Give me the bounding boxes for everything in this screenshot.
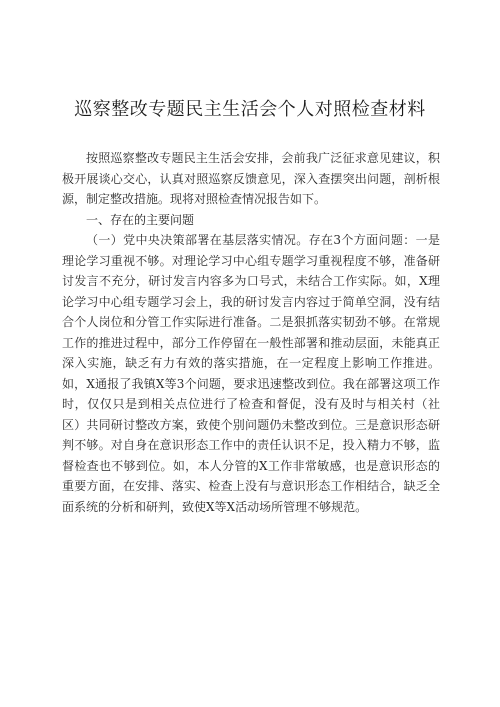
section-heading-main-problems: 一、存在的主要问题	[86, 212, 195, 227]
intro-paragraph: 按照巡察整改专题民主生活会安排，会前我广泛征求意见建议，积极开展谈心交心，认真对照巡察反馈意见，深入查摆突出问题，剖析根源，制定整改措施。现将对照检查情况报告如下。	[62, 151, 440, 206]
document-body	[62, 148, 440, 517]
section-paragraph-problems: （一）党中央决策部署在基层落实情况。存在3个方面问题：一是理论学习重视不够。对理论学习中心组专题学习重视程度不够，准备研讨发言不充分，研讨发言内容多为口号式，未结合工作实际。如，X理论学习中心组专题学习会上，我的研讨发言内容过于简单空洞，没有结合个人岗位和分管工作实际进行准备。二是狠抓落实韧劲不够。在常规工作的推进过程中，部分工作停留在一般性部署和推动层面，未能真正深入实施，缺乏有力有效的落实措施，在一定程度上影响工作推进。如，X通报了我镇X等3个问题，要求迅速整改到位。我在部署这项工作时，仅仅只是到相关点位进行了检查和督促，没有及时与相关村（社区）共同研讨整改方案，致使个别问题仍未整改到位。三是意识形态研判不够。对自身在意识形态工作中的责任认识不足，投入精力不够，监督检查也不够到位。如，本人分管的X工作非常敏感，也是意识形态的重要方面，在安排、落实、检查上没有与意识形态工作相结合，缺乏全面系统的分析和研判，致使X等X活动场所管理不够规范。	[62, 233, 440, 514]
document-title: 巡察整改专题民主生活会个人对照检查材料	[74, 99, 426, 120]
